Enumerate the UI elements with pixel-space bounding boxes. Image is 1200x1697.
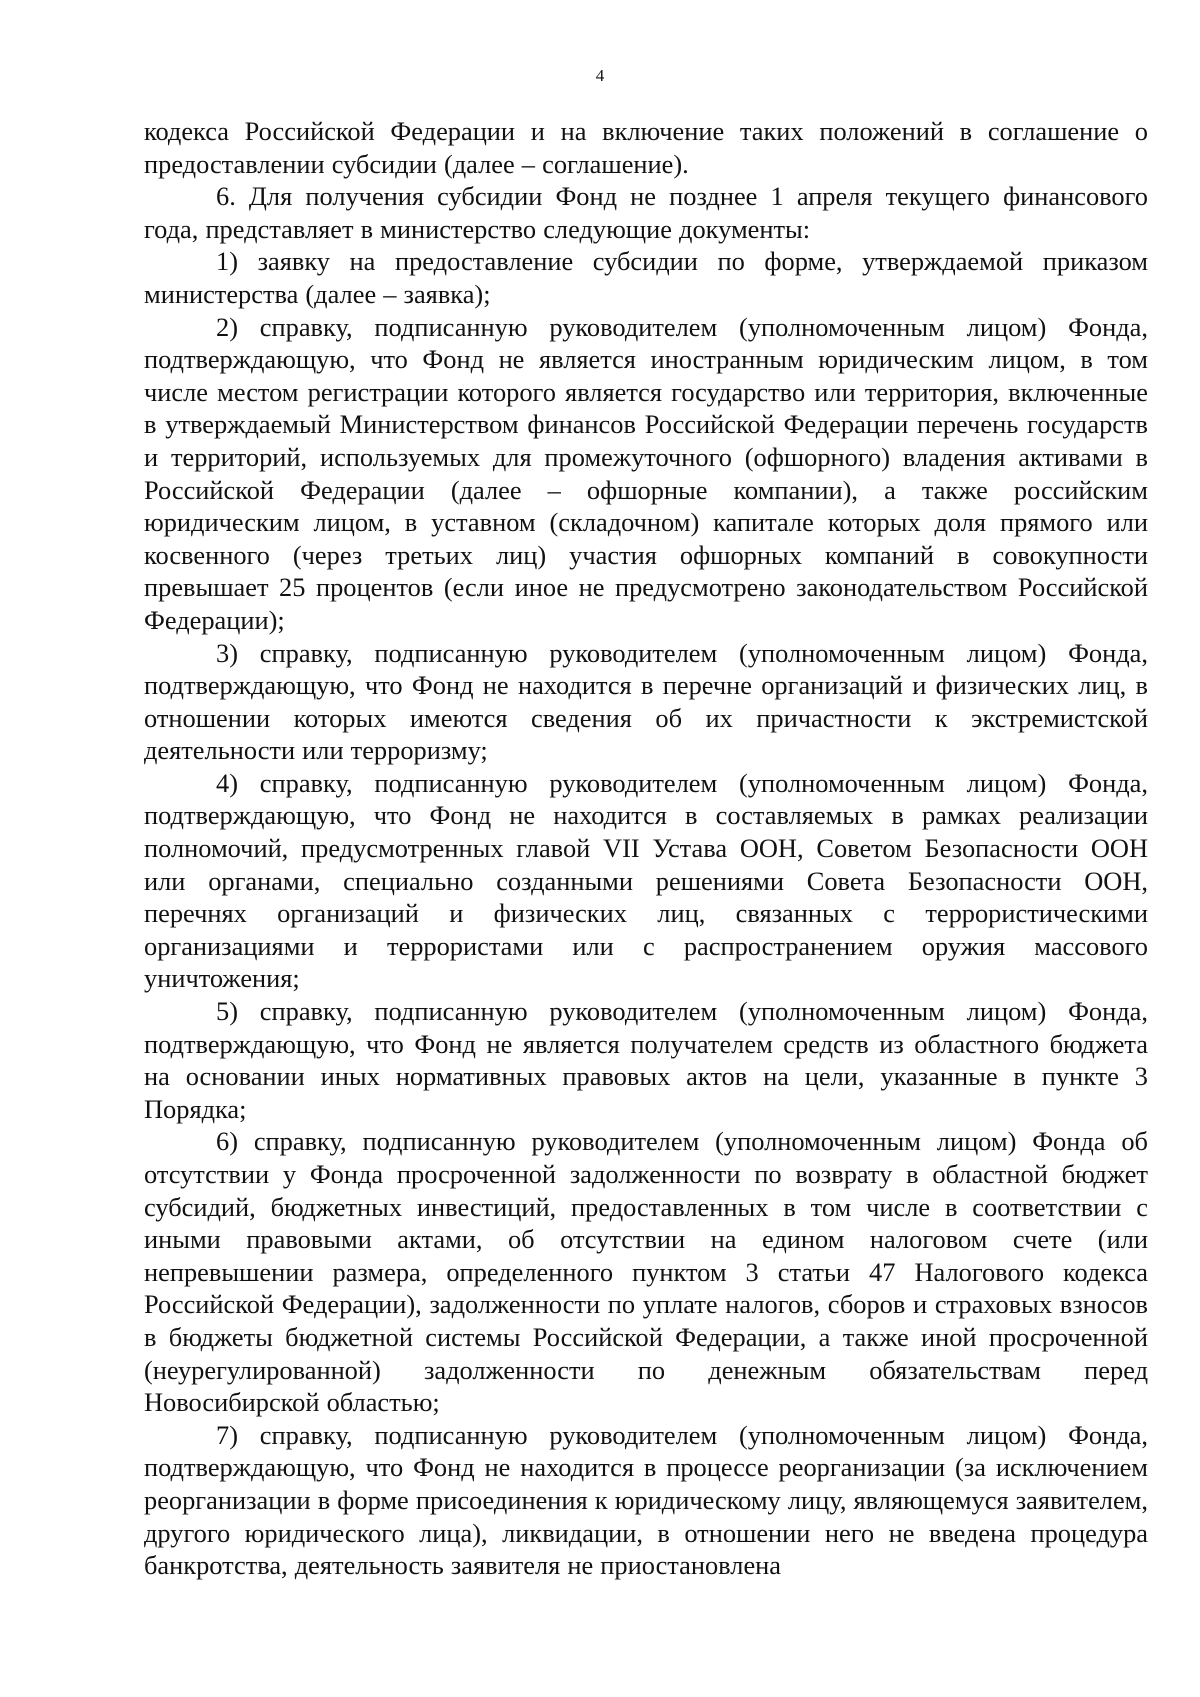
page-number: 4 <box>595 66 605 85</box>
paragraph-continuation: кодекса Российской Федерации и на включение таких положений в соглашение о предоставлении субсидии (далее – соглашение). <box>144 116 1148 179</box>
document-body <box>144 115 1148 1582</box>
paragraph-subitem-3: 3) справку, подписанную руководителем (уполномоченным лицом) Фонда, подтверждающую, что Фонд не находится в перечне организаций и физических лиц, в отношении которых имеются сведения об их причастности к экстремистской деятельности или терроризму; <box>144 637 1148 766</box>
paragraph-subitem-6: 6) справку, подписанную руководителем (уполномоченным лицом) Фонда об отсутствии у Фонда просроченной задолженности по возврату в областной бюджет субсидий, бюджетных инвестиций, предоставленных в том числе в соответствии с иными правовыми актами, об отсутствии на едином налоговом счете (или непревышении размера, определенного пунктом 3 статьи 47 Налогового кодекса Российской Федерации), задолженности по уплате налогов, сборов и страховых взносов в бюджеты бюджетной системы Российской Федерации, а также иной просроченной (неурегулированной) задолженности по денежным обязательствам перед Новосибирской областью; <box>144 1126 1148 1418</box>
paragraph-subitem-4: 4) справку, подписанную руководителем (уполномоченным лицом) Фонда, подтверждающую, что Фонд не находится в составляемых в рамках реализации полномочий, предусмотренных главой VII Устава ООН, Советом Безопасности ООН или органами, специально созданными решениями Совета Безопасности ООН, перечнях организаций и физических лиц, связанных с террористическими организациями и террористами или с распространением оружия массового уничтожения; <box>144 767 1148 994</box>
paragraph-subitem-5: 5) справку, подписанную руководителем (уполномоченным лицом) Фонда, подтверждающую, что Фонд не является получателем средств из областного бюджета на основании иных нормативных правовых актов на цели, указанные в пункте 3 Порядка; <box>144 996 1148 1124</box>
paragraph-subitem-7: 7) справку, подписанную руководителем (уполномоченным лицом) Фонда, подтверждающую, что Фонд не находится в процессе реорганизации (за исключением реорганизации в форме присоединения к юридическому лицу, являющемуся заявителем, другого юридического лица), ликвидации, в отношении него не введена процедура банкротства, деятельность заявителя не приостановлена <box>144 1419 1148 1581</box>
paragraph-item-6: 6. Для получения субсидии Фонд не позднее 1 апреля текущего финансового года, представляет в министерство следующие документы: <box>144 181 1148 244</box>
paragraph-subitem-2: 2) справку, подписанную руководителем (уполномоченным лицом) Фонда, подтверждающую, что Фонд не является иностранным юридическим лицом, в том числе местом регистрации которого является государство или территория, включенные в утверждаемый Министерством финансов Российской Федерации перечень государств и территорий, используемых для промежуточного (офшорного) владения активами в Российской Федерации (далее – офшорные компании), а также российским юридическим лицом, в уставном (складочном) капитале которых доля прямого или косвенного (через третьих лиц) участия офшорных компаний в совокупности превышает 25 процентов (если иное не предусмотрено законодательством Российской Федерации); <box>144 311 1148 635</box>
paragraph-subitem-1: 1) заявку на предоставление субсидии по форме, утверждаемой приказом министерства (далее – заявка); <box>144 246 1148 309</box>
